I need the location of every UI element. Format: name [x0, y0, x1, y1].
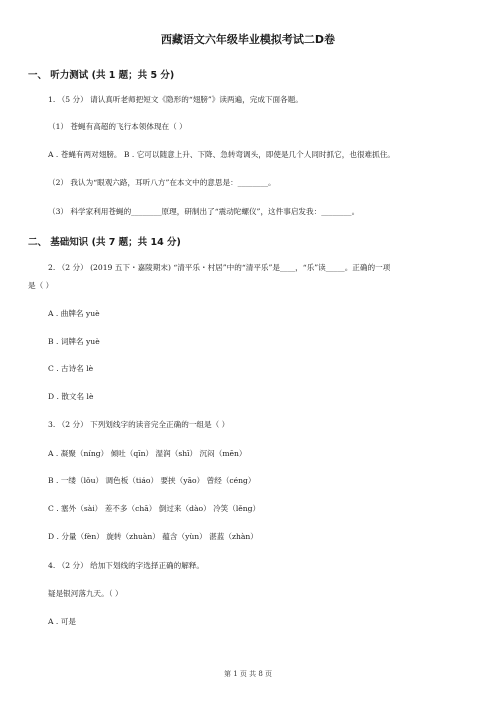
question-2-option-a: A . 曲牌名 yuè	[48, 309, 100, 318]
page-footer: 第 1 页 共 8 页	[223, 670, 273, 678]
question-2-option-d: D . 散文名 lè	[48, 392, 94, 401]
question-2: 2. （2 分） (2019 五下・嘉陵期末) “清平乐・村居”中的“清平乐”是____，“乐”读_____。正确的一项	[48, 263, 391, 272]
section-heading-basics: 二、 基础知识 (共 7 题；共 14 分)	[28, 237, 181, 248]
section-heading-listening: 一、 听力测试 (共 1 题；共 5 分)	[28, 70, 175, 81]
question-1-sub-3: （3） 科学家利用苍蝇的________原理，研制出了“震动陀螺仪”，这件事启发我：________。	[48, 207, 360, 216]
question-1-sub-1: （1） 苍蝇有高超的飞行本领体现在（ ）	[48, 122, 187, 131]
question-1-sub-2: （2） 我认为“眼观六路，耳听八方”在本文中的意思是：________。	[48, 178, 276, 187]
question-2-option-c: C . 古诗名 lè	[48, 364, 94, 373]
question-2-continued: 是（ ）	[28, 281, 54, 290]
question-4-option-a: A . 可是	[48, 617, 76, 626]
question-3-option-c: C . 塞外（sài） 差不多（chā） 倒过来（dào） 冷笑（lěng）	[48, 504, 261, 513]
question-3-option-d: D . 分量（fèn） 旋转（zhuàn） 蕴含（yùn） 湛蓝（zhàn）	[48, 532, 258, 541]
question-4-prompt: 疑是银河落九天。（ ）	[48, 589, 123, 598]
question-2-option-b: B . 词牌名 yuè	[48, 337, 100, 346]
question-3-option-a: A . 凝聚（níng） 倾吐（qīn） 湿润（shī） 沉闷（mēn）	[48, 449, 247, 458]
question-3: 3. （2 分） 下列划线字的读音完全正确的一组是（ ）	[48, 420, 230, 429]
question-1-sub-1-options: A . 苍蝇有两对翅膀。 B . 它可以随意上升、下降、急转弯调头，即使是几个人同时抓它，也很难抓住。	[48, 150, 395, 159]
question-3-option-b: B . 一缕（lǒu） 调色板（tiáo） 要挟（yāo） 曾经（céng）	[48, 476, 256, 485]
question-4: 4. （2 分） 给加下划线的字选择正确的解释。	[48, 561, 205, 570]
question-1: 1. （5 分） 请认真听老师把短文《隐形的“翅膀”》读两遍，完成下面各题。	[48, 95, 303, 104]
page-title: 西藏语文六年级毕业模拟考试二D卷	[160, 33, 336, 46]
